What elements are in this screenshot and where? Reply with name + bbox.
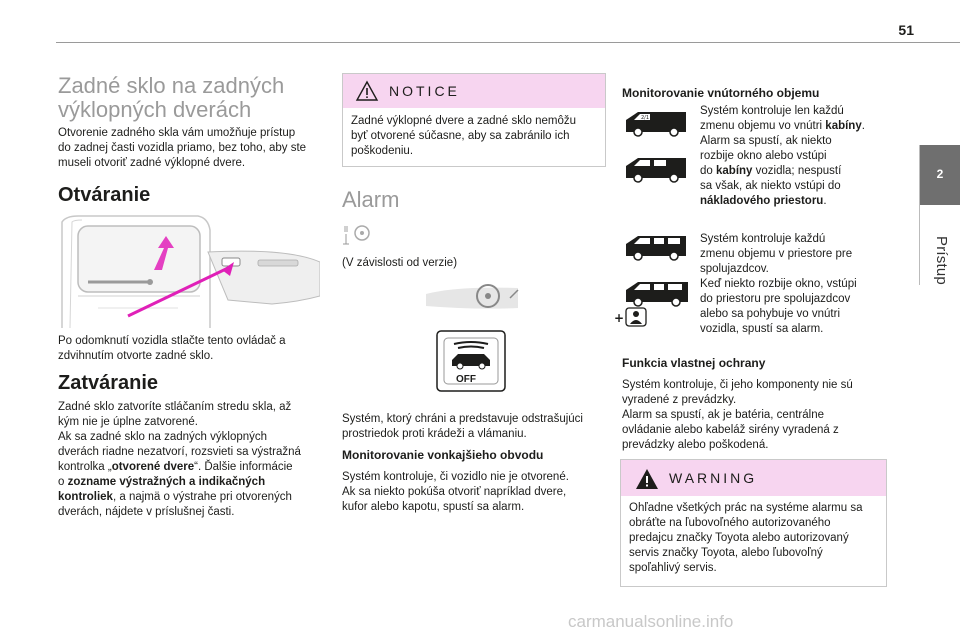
exterior-paragraph: Systém kontroluje, či vozidlo nie je otvorené. Ak sa niekto pokúša otvoriť napríklad dvere, kufor alebo kapotu, spustí sa alarm. <box>342 471 569 513</box>
watermark: carmanualsonline.info <box>568 612 734 631</box>
version-note: (V závislosti od verzie) <box>342 257 458 269</box>
chapter-tab[interactable] <box>920 145 960 205</box>
rear-glass-illustration <box>58 212 320 330</box>
notice-title: NOTICE <box>389 83 460 99</box>
warning-title: WARNING <box>669 470 758 486</box>
dashboard-steering-illustration <box>426 280 522 316</box>
interior-paragraph-a: Systém kontroluje len každú zmenu objemu vo vnútri kabíny. Alarm sa spustí, ak niekto rozbije okno alebo vstúpi do kabíny vozidla; nespustí sa však, ak niekto vstúpi do nákladového priestoru. <box>700 105 865 207</box>
svg-text:+: + <box>614 311 625 325</box>
alarm-description: Systém, ktorý chráni a predstavuje odstrašujúci prostriedok proti krádeži a vlámaniu. <box>342 413 583 440</box>
warning-box <box>620 459 887 587</box>
exterior-heading: Monitorovanie vonkajšieho obvodu <box>342 448 544 462</box>
closing-heading: Zatváranie <box>58 372 159 394</box>
interior-paragraph-b: Systém kontroluje každú zmenu objemu v priestore pre spolujazdcov. Keď niekto rozbije okno, vstúpi do priestoru pre spolujazdcov alebo sa pohybuje vo vnútri vozidla, spustí sa alarm. <box>700 233 857 335</box>
opening-paragraph: Po odomknutí vozidla stlačte tento ovládač a zdvihnutím otvorte zadné sklo. <box>58 335 286 362</box>
side-divider <box>919 145 920 285</box>
notice-header <box>343 74 605 108</box>
van-cabin-icon <box>624 108 688 138</box>
van-cargo-icon <box>624 154 688 184</box>
notice-text: Zadné výklopné dvere a zadné sklo nemôžu byť otvorené súčasne, aby sa zabránilo ich poškodeniu. <box>351 115 577 157</box>
caution-triangle-icon <box>355 80 379 102</box>
notice-box <box>342 73 606 167</box>
section-title-line2: výklopných dverách <box>58 97 252 122</box>
alarm-title: Alarm <box>342 187 400 212</box>
section-title-line1: Zadné sklo na zadných <box>58 73 285 98</box>
svg-text:2/1: 2/1 <box>641 115 650 121</box>
warning-text: Ohľadne všetkých prác na systéme alarmu sa obráťte na ľubovoľného autorizovaného predajcu značky Toyota alebo autorizovaný servis značky Toyota, alebo ľubovoľný spoľahlivý servis. <box>629 502 863 574</box>
header-divider <box>56 42 960 43</box>
warning-triangle-icon <box>635 468 659 490</box>
steering-wheel-version-icon <box>342 224 372 246</box>
chapter-number: 2 <box>936 167 944 181</box>
page-number: 51 <box>898 22 914 38</box>
selfprotection-heading: Funkcia vlastnej ochrany <box>622 356 766 370</box>
closing-paragraph: Zadné sklo zatvoríte stláčaním stredu skla, až kým nie je úplne zatvorené. Ak sa zadné sklo na zadných výklopných dverách riadne nezatvorí, rozsvieti sa výstražná kontrolka „otvorené dvere“. Ďalšie informácie o zozname výstražných a indikačných kontroliek, a najmä o výstrahe pri otvorených dverách, nájdete v príslušnej časti. <box>58 401 301 518</box>
interior-heading: Monitorovanie vnútorného objemu <box>622 86 820 100</box>
van-with-passenger-sensor-icon <box>612 278 692 328</box>
chapter-label: Prístup <box>933 236 950 285</box>
warning-header <box>621 460 886 496</box>
van-passenger-icon <box>624 232 688 262</box>
off-label: OFF <box>456 374 476 385</box>
intro-paragraph: Otvorenie zadného skla vám umožňuje prístup do zadnej časti vozidla priamo, bez toho, aby ste museli otvoriť zadné výklopné dvere. <box>58 127 307 169</box>
selfprotection-paragraph: Systém kontroluje, či jeho komponenty nie sú vyradené z prevádzky. Alarm sa spustí, ak je batéria, centrálne ovládanie alebo kabeláž sirény vyradená z prevádzky alebo poškodená. <box>622 379 853 451</box>
opening-heading: Otváranie <box>58 184 151 206</box>
